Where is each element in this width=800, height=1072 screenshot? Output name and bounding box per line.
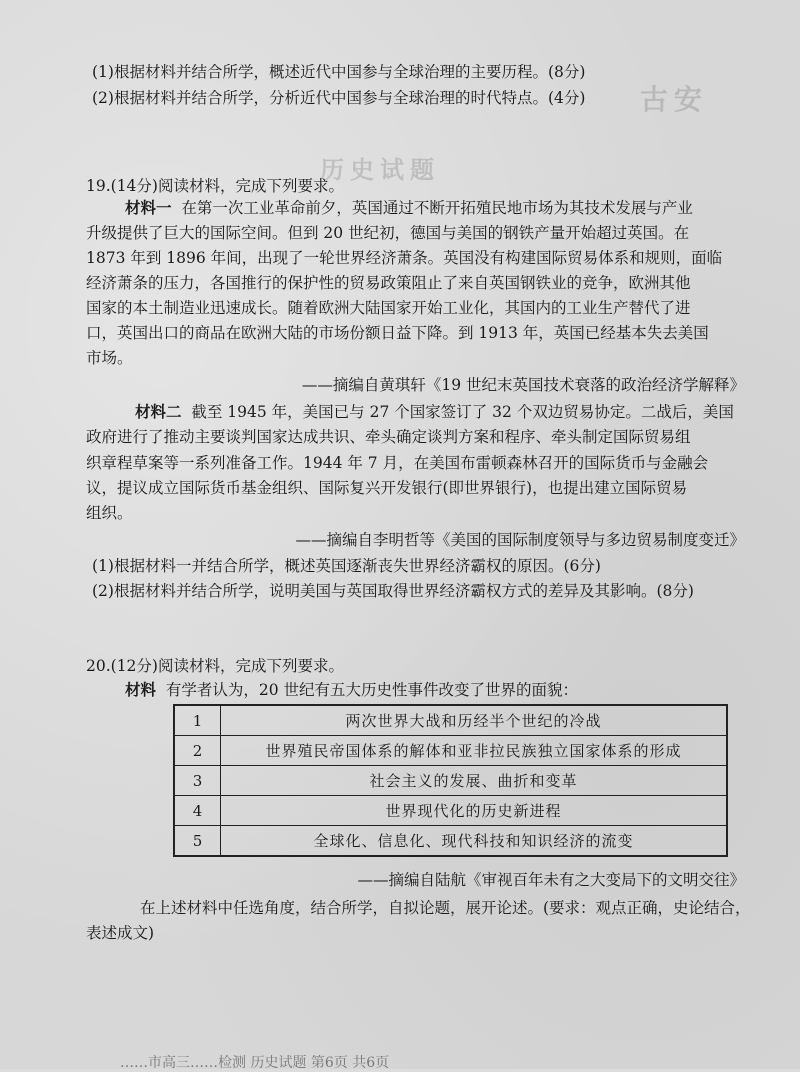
q20-task-line: 在上述材料中任选角度，结合所学，自拟论题，展开论述。(要求：观点正确，史论结合，	[140, 899, 751, 917]
q19-material-1-line: 市场。	[86, 349, 133, 367]
table-cell-number: 1	[174, 705, 221, 736]
q18-question-1: (1)根据材料并结合所学，概述近代中国参与全球治理的主要历程。(8分)	[92, 63, 586, 81]
q19-question-2: (2)根据材料并结合所学，说明美国与英国取得世界经济霸权方式的差异及其影响。(8分)	[92, 582, 694, 600]
q19-heading: 19.(14分)阅读材料，完成下列要求。	[86, 177, 344, 195]
q19-material-1-line: 经济萧条的压力，各国推行的保护性的贸易政策阻止了来自英国钢铁业的竞争，欧洲其他	[86, 274, 691, 292]
table-cell-event: 世界现代化的历史新进程	[221, 796, 728, 826]
table-row	[174, 796, 727, 826]
q19-material-1-line: 1873 年到 1896 年间，出现了一轮世界经济萧条。英国没有构建国际贸易体系和规则，面临	[86, 249, 723, 267]
q19-material-2-line: 议，提议成立国际货币基金组织、国际复兴开发银行(即世界银行)，也提出建立国际贸易	[86, 479, 688, 497]
q20-heading: 20.(12分)阅读材料，完成下列要求。	[86, 657, 344, 675]
q20-material-intro: 有学者认为，20 世纪有五大历史性事件改变了世界的面貌：	[165, 681, 579, 699]
q19-material-2-line: 织章程草案等一系列准备工作。1944 年 7 月，在美国布雷顿森林召开的国际货币与金融会	[86, 454, 709, 472]
table-cell-event: 全球化、信息化、现代科技和知识经济的流变	[221, 826, 728, 857]
q20-task-line: 表述成文)	[86, 924, 155, 942]
table-row	[174, 766, 727, 796]
q19-question-1: (1)根据材料一并结合所学，概述英国逐渐丧失世界经济霸权的原因。(6分)	[92, 557, 601, 575]
q20-events-table	[173, 704, 728, 857]
bleed-through-mark: 古安	[640, 83, 709, 116]
table-cell-event: 世界殖民帝国体系的解体和亚非拉民族独立国家体系的形成	[221, 736, 728, 766]
table-row	[174, 705, 727, 736]
table-cell-event: 两次世界大战和历经半个世纪的冷战	[221, 705, 728, 736]
q20-material-intro-line	[125, 680, 578, 700]
table-cell-number: 4	[174, 796, 221, 826]
q19-material-1-line: 材料一 在第一次工业革命前夕，英国通过不断开拓殖民地市场为其技术发展与产业	[125, 198, 693, 217]
table-cell-number: 2	[174, 736, 221, 766]
table-cell-number: 3	[174, 766, 221, 796]
q19-material-1-source: ——摘编自黄琪轩《19 世纪末英国技术衰落的政治经济学解释》	[301, 376, 745, 394]
q19-material-1-line: 升级提供了巨大的国际空间。但到 20 世纪初，德国与美国的钢铁产量开始超过英国。在	[86, 224, 690, 242]
table-cell-event: 社会主义的发展、曲折和变革	[221, 766, 728, 796]
q19-material-2-source: ——摘编自李明哲等《美国的国际制度领导与多边贸易制度变迁》	[295, 531, 745, 549]
q19-material-1-line: 国家的本土制造业迅速成长。随着欧洲大陆国家开始工业化，其国内的工业生产替代了进	[86, 299, 691, 317]
q19-material-2-label: 材料二	[135, 402, 182, 421]
q20-source: ——摘编自陆航《审视百年未有之大变局下的文明交往》	[357, 871, 745, 889]
q19-material-2-line: 组织。	[86, 504, 133, 522]
table-row	[174, 826, 727, 857]
q19-material-2-line: 政府进行了推动主要谈判国家达成共识、牵头确定谈判方案和程序、牵头制定国际贸易组	[86, 428, 691, 446]
q19-material-1-label: 材料一	[125, 198, 172, 217]
table-row	[174, 736, 727, 766]
q19-material-1-line: 口，英国出口的商品在欧洲大陆的市场份额日益下降。到 1913 年，英国已经基本失去美国	[86, 324, 709, 342]
table-cell-number: 5	[174, 826, 221, 857]
q19-material-2-line: 材料二 截至 1945 年，美国已与 27 个国家签订了 32 个双边贸易协定。二战后，美国	[135, 402, 734, 421]
q18-question-2: (2)根据材料并结合所学，分析近代中国参与全球治理的时代特点。(4分)	[92, 89, 586, 107]
q20-material-label: 材料	[125, 680, 157, 699]
page-footer: ……市高三……检测 历史试题 第6页 共6页	[120, 1055, 390, 1071]
bleed-through-mark: 历史试题	[320, 155, 440, 184]
